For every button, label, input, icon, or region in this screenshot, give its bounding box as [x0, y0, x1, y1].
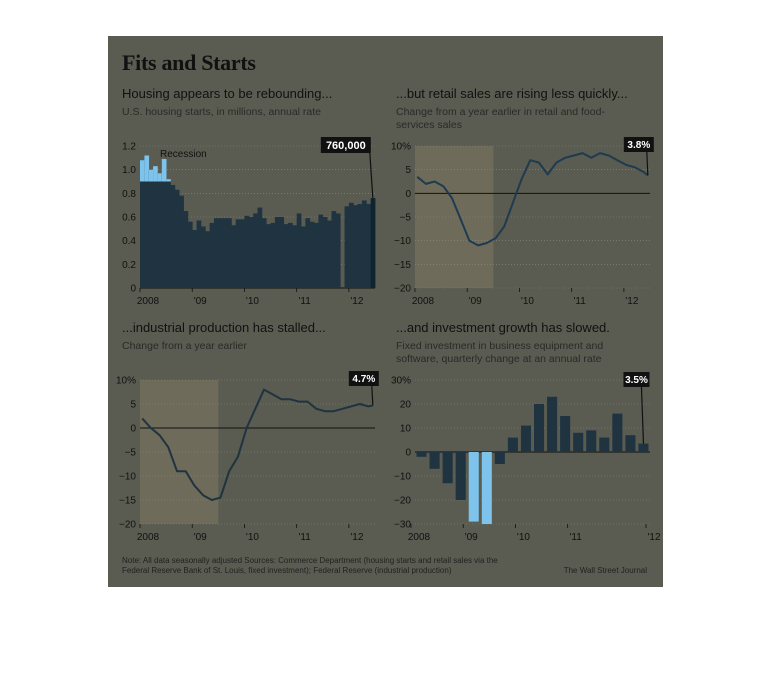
chart-1-callout-pointer [370, 153, 373, 198]
chart-4-bar [560, 416, 570, 452]
chart-1-bar [305, 218, 310, 288]
source-note: Note: All data seasonally adjusted Sources: Commerce Department (housing starts and retail sales via the Federal Reserve Bank of St. Louis, fixed investment); Federal Reserve (industrial production) [122, 556, 498, 575]
chart-4-x-tick-label: '10 [516, 532, 530, 543]
chart-1-bar [314, 223, 319, 288]
chart-1-bar [201, 226, 206, 288]
chart-3-x-tick-label: '12 [350, 532, 364, 543]
chart-3-callout-label: 4.7% [352, 374, 376, 385]
chart-1-bar [349, 203, 354, 288]
chart-1-bar [362, 200, 367, 288]
chart-1-bar [179, 196, 184, 288]
chart-1-bar [231, 225, 236, 288]
chart-3-y-tick-label: −20 [119, 519, 136, 531]
chart-4-bar [469, 452, 479, 522]
chart-1-bar [244, 216, 249, 288]
chart-2-x-tick-label: '10 [520, 296, 534, 307]
chart-2-y-tick-label: −20 [394, 283, 411, 295]
chart-4-callout-label: 3.5% [625, 375, 648, 386]
chart-1-bar [227, 218, 232, 288]
chart-3-x-tick-label: '09 [193, 532, 207, 543]
charts-canvas [108, 36, 663, 587]
chart-1-bar [249, 217, 254, 288]
chart-1-x-tick-label: '12 [350, 296, 364, 307]
chart-2-y-tick-label: 5 [405, 165, 411, 177]
chart-2-y-tick-label: −15 [394, 259, 411, 271]
chart-1-subtitle: U.S. housing starts, in millions, annual rate [122, 106, 322, 118]
chart-1-bar [210, 223, 215, 288]
chart-4-callout-pointer [641, 387, 643, 444]
chart-1-bar [262, 218, 267, 288]
chart-3-y-tick-label: 5 [130, 399, 136, 411]
chart-1-bar-recession-cap [153, 166, 158, 181]
chart-1-bar [336, 213, 341, 288]
chart-1-bar-recession-cap [149, 170, 154, 182]
chart-4-bar [599, 438, 609, 452]
chart-1-bar-recession-cap [144, 155, 149, 181]
chart-2-title: ...but retail sales are rising less quickly... [396, 86, 628, 101]
chart-4-y-tick-label: −10 [394, 471, 411, 483]
chart-1-bar [197, 221, 202, 288]
chart-3-title: ...industrial production has stalled... [122, 320, 326, 335]
chart-1-bar [157, 173, 162, 288]
chart-1-bar [327, 221, 332, 288]
chart-1-bar [153, 166, 158, 288]
chart-2-x-tick-label: 2008 [411, 296, 435, 307]
chart-4-bar [417, 452, 427, 457]
credit: The Wall Street Journal [563, 566, 647, 575]
chart-2-x-tick-label: '09 [468, 296, 482, 307]
chart-4-y-tick-label: 10 [399, 423, 411, 435]
chart-1-bar [166, 179, 171, 288]
chart-3-x-tick-label: 2008 [136, 532, 160, 543]
chart-1-bar [258, 208, 263, 288]
chart-1-bar [240, 219, 245, 288]
chart-1-y-tick-label: 1.2 [122, 141, 136, 153]
chart-4-y-tick-label: 0 [405, 447, 411, 459]
chart-1-bar-recession-cap [157, 173, 162, 181]
chart-1-x-tick-label: '09 [193, 296, 207, 307]
chart-4-bar [495, 452, 505, 464]
chart-4-subtitle: Fixed investment in business equipment and software, quarterly change at an annual rate [396, 340, 604, 365]
chart-1-bar [331, 211, 336, 288]
chart-1-bar [345, 206, 350, 288]
chart-2-y-tick-label: 10% [390, 141, 411, 153]
chart-4-x-tick-label: '12 [647, 532, 661, 543]
chart-1-bar [184, 211, 189, 288]
chart-1-bar [253, 213, 258, 288]
chart-1-bar [192, 230, 197, 288]
chart-1-y-tick-label: 0.2 [122, 259, 136, 271]
chart-1-x-tick-label: 2008 [136, 296, 160, 307]
chart-4-title: ...and investment growth has slowed. [396, 320, 610, 335]
chart-1-bar [236, 219, 241, 288]
chart-4-bar [508, 438, 518, 452]
chart-2-x-tick-label: '11 [573, 296, 586, 307]
chart-3-x-tick-label: '10 [245, 532, 259, 543]
chart-2-y-tick-label: 0 [405, 188, 411, 200]
chart-1-bar [292, 225, 297, 288]
chart-1-bar [188, 222, 193, 288]
chart-1-y-tick-label: 0.4 [122, 236, 136, 248]
chart-1-bar [323, 217, 328, 288]
chart-3-y-tick-label: −10 [119, 471, 136, 483]
chart-4-bar [586, 430, 596, 452]
chart-4-x-tick-label: '11 [569, 532, 582, 543]
chart-1-bar [366, 204, 371, 288]
chart-1-title: Housing appears to be rebounding... [122, 86, 333, 101]
chart-2-y-tick-label: −5 [399, 212, 411, 224]
chart-1-callout-label: 760,000 [325, 140, 366, 152]
chart-4-y-tick-label: −30 [394, 519, 411, 531]
chart-4-bar [612, 414, 622, 452]
chart-1-bar [279, 217, 284, 288]
chart-1-bar [266, 224, 271, 288]
main-title: Fits and Starts [122, 50, 256, 75]
chart-4-x-tick-label: 2008 [407, 532, 431, 543]
chart-4-y-tick-label: −20 [394, 495, 411, 507]
chart-4-bar [625, 435, 635, 452]
chart-1-bar [218, 218, 223, 288]
chart-1-bar [301, 226, 306, 288]
chart-2-y-tick-label: −10 [394, 236, 411, 248]
chart-4-bar [456, 452, 466, 500]
chart-4-bar [638, 444, 648, 452]
chart-4-bar [430, 452, 440, 469]
chart-1-bar [271, 223, 276, 288]
graphic-panel [108, 36, 663, 587]
chart-4-y-tick-label: 30% [390, 375, 411, 387]
chart-1-bar [353, 205, 358, 288]
chart-1-bar [149, 170, 154, 288]
chart-4-bar [482, 452, 492, 524]
chart-1-bar [288, 223, 293, 288]
chart-1-x-tick-label: '11 [298, 296, 311, 307]
chart-1-bar [371, 198, 376, 288]
chart-4-y-tick-label: 20 [399, 399, 411, 411]
chart-3-callout-pointer [372, 386, 373, 405]
chart-1-bar-recession-cap [140, 160, 145, 181]
chart-1-bar [223, 218, 228, 288]
chart-2-subtitle: Change from a year earlier in retail and food-services sales [396, 106, 605, 131]
chart-1-bar [205, 231, 210, 288]
chart-3-y-tick-label: 0 [130, 423, 136, 435]
chart-1-bar-recession-cap [162, 159, 167, 181]
chart-1-bar [318, 215, 323, 288]
chart-2-x-tick-label: '12 [625, 296, 639, 307]
chart-4-bar [573, 433, 583, 452]
chart-1-y-tick-label: 1.0 [122, 165, 136, 177]
chart-1-y-tick-label: 0 [130, 283, 136, 295]
chart-1-x-tick-label: '10 [245, 296, 259, 307]
chart-1-bar [284, 224, 289, 288]
chart-4-bar [534, 404, 544, 452]
chart-1-bar [175, 190, 180, 288]
chart-3-y-tick-label: 10% [115, 375, 136, 387]
chart-1-bar [297, 213, 302, 288]
chart-4-bar [521, 426, 531, 452]
chart-3-y-tick-label: −15 [119, 495, 136, 507]
chart-1-bar [310, 222, 315, 288]
chart-1-bar [275, 217, 280, 288]
chart-4-bar [443, 452, 453, 483]
chart-1-bar [358, 204, 363, 288]
chart-3-subtitle: Change from a year earlier [122, 340, 247, 352]
chart-1-y-tick-label: 0.8 [122, 188, 136, 200]
chart-1-bar [170, 185, 175, 288]
chart-1-recession-label: Recession [160, 149, 207, 160]
chart-2-callout-pointer [647, 152, 648, 175]
chart-4-x-tick-label: '09 [464, 532, 478, 543]
chart-2-callout-label: 3.8% [627, 140, 651, 151]
chart-1-y-tick-label: 0.6 [122, 212, 136, 224]
chart-3-y-tick-label: −5 [124, 447, 136, 459]
chart-3-x-tick-label: '11 [298, 532, 311, 543]
chart-4-bar [547, 397, 557, 452]
chart-1-bar-recession-cap [166, 179, 171, 181]
chart-1-bar [214, 218, 219, 288]
